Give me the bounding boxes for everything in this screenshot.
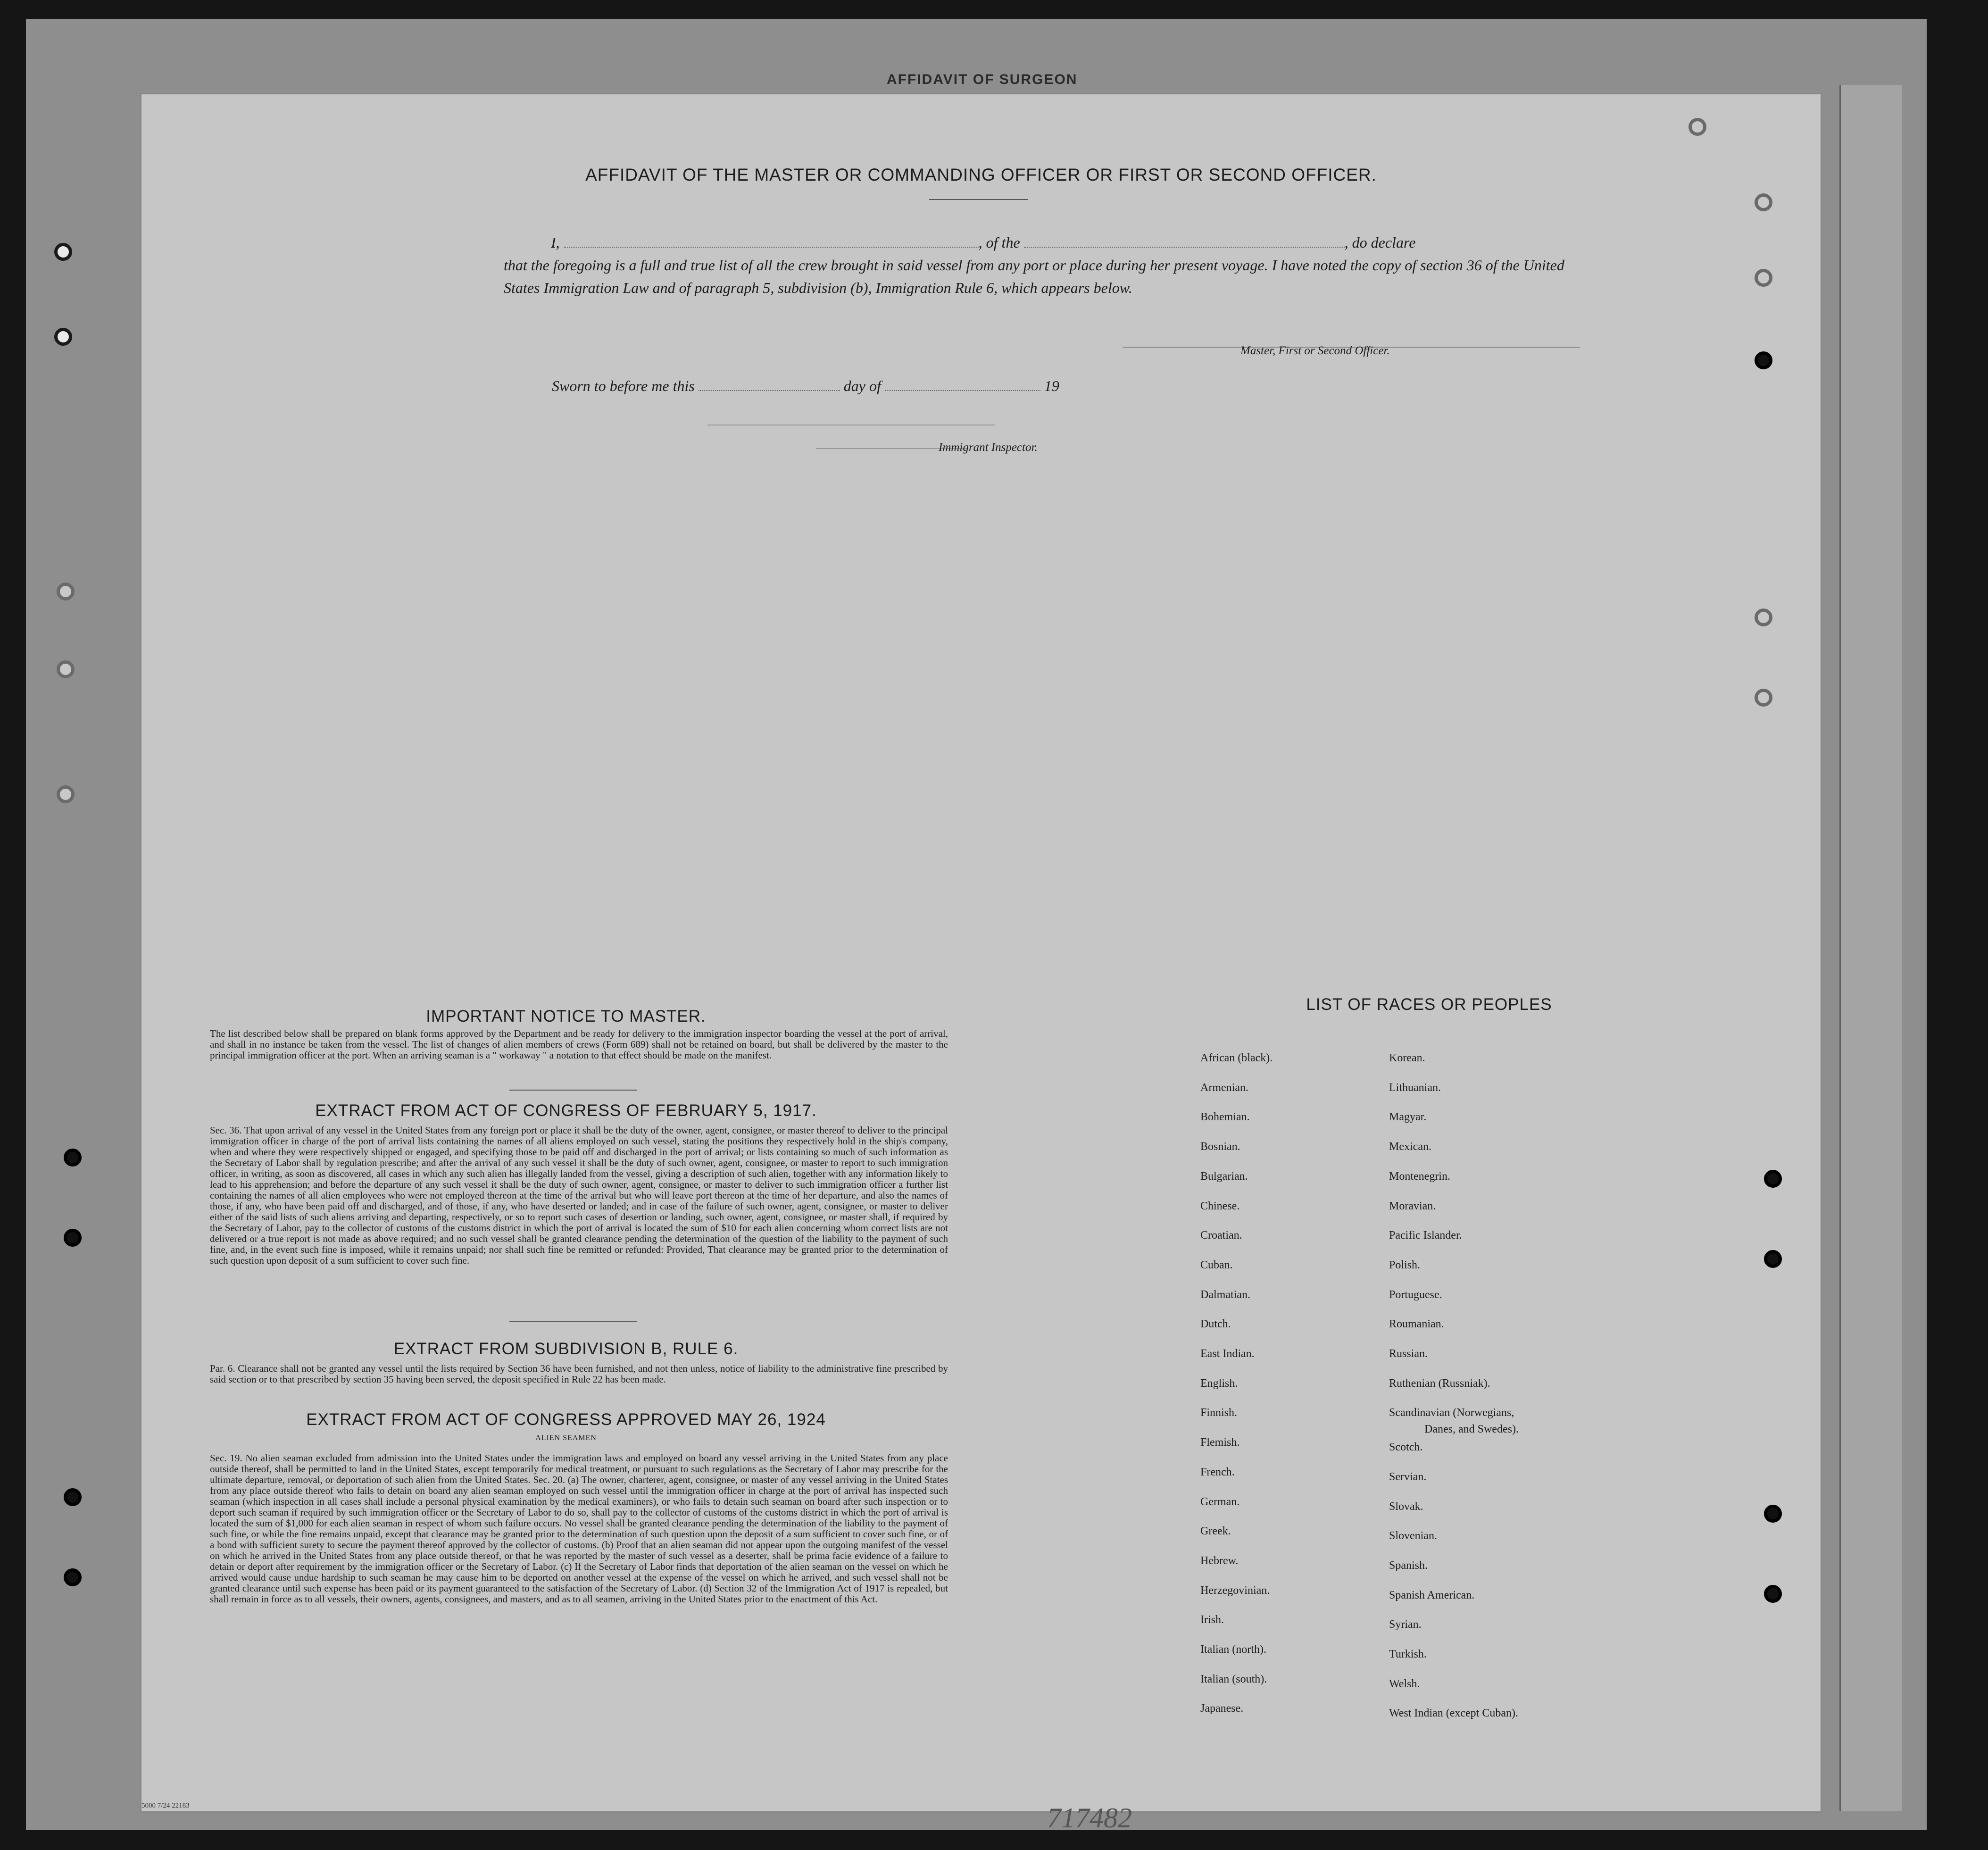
races-title: LIST OF RACES OR PEOPLES <box>1306 995 1552 1014</box>
race-item: Japanese. <box>1200 1702 1244 1715</box>
binder-hole <box>64 1149 82 1167</box>
race-item: Syrian. <box>1389 1618 1422 1631</box>
race-item: Polish. <box>1389 1259 1421 1271</box>
race-item: English. <box>1200 1377 1238 1390</box>
race-item: Russian. <box>1389 1348 1428 1360</box>
extract-rule6-text: Par. 6. Clearance shall not be granted any vessel until the lists required by Section 36 have been furnished, and not then unless, notice of liability to the administrative fine prescribed by said section or to that prescribed by section 35 having been served, the deposit specified in Rule 22 has been made. <box>210 1363 948 1385</box>
race-item: Chinese. <box>1200 1200 1240 1212</box>
affidavit-page <box>141 94 1821 1833</box>
race-item: Welsh. <box>1389 1678 1420 1690</box>
extract-1917-text: Sec. 36. That upon arrival of any vessel in the United States from any foreign port or place it shall be the duty of the owner, agent, consignee, or master thereof to deliver to the principal immigration officer in charge of the port of arrival lists containing the names of all aliens employed on such vessel, stating the positions they respectively hold in the ship's company, when and where they were respectively shipped or engaged, and specifying those to be paid off and discharged in the port of arrival; or lists containing so much of such information as the Secretary of Labor shall by regulation prescribe; and after the arrival of any such vessel it shall be the duty of such owner, agent, consignee, or master to report to such immigration officer, in writing, as soon as discovered, all cases in which any such alien has illegally landed from the vessel, giving a description of such alien, together with any information likely to lead to his apprehension; and before the departure of any such vessel it shall be the duty of such owner, agent, consignee, or master to deliver to such immigration officer a further list containing the names of all alien employees who were not employed thereon at the time of the arrival but who will leave port thereon at the time of her departure, and also the names of those, if any, who have been paid off and discharged, and of those, if any, who have deserted or landed; and in case of the failure of such owner, agent, consignee, or master to deliver either of the said lists of such aliens arriving and departing, respectively, or so to report such cases of desertion or landing, such owner, agent, consignee, or master shall, if required by the Secretary of Labor, pay to the collector of customs of the customs district in which the port of arrival is located the sum of $10 for each alien concerning whom correct lists are not delivered or a true report is not made as above required; and no such vessel shall be granted clearance pending the determination of the question of the liability to the payment of such fine, and, in the event such fine is imposed, while it remains unpaid; nor shall such fine be remitted or refunded: Provided, That clearance may be granted prior to the determination of such question upon deposit of a sum sufficient to cover such fine. <box>210 1125 948 1266</box>
extract-1924-text: Sec. 19. No alien seaman excluded from admission into the United States under the immigration laws and employed on board any vessel arriving in the United States from any place outside thereof, shall be permitted to land in the United States, except temporarily for medical treatment, or pursuant to such regulations as the Secretary of Labor may prescribe for the ultimate departure, removal, or deportation of such alien from the United States. Sec. 20. (a) The owner, charterer, agent, consignee, or master of any vessel arriving in the United States from any place outside thereof who fails to detain on board any alien seaman employed on such vessel until the immigration officer in charge at the port of arrival has inspected such seaman (which inspection in all cases shall include a personal physical examination by the medical examiners), or who fails to detain such seaman on board after such inspection or to deport such seaman if required by such immigration officer or the Secretary of Labor to do so, shall pay to the collector of customs of the customs district in which the port of arrival is located the sum of $1,000 for each alien seaman in respect of whom such failure occurs. No vessel shall be granted clearance pending the determination of the liability to the payment of such fine, or while the fine remains unpaid, except that clearance may be granted prior to the determination of such question upon the deposit of a sum sufficient to cover such fine, or of a bond with sufficient surety to secure the payment thereof approved by the collector of customs. (b) Proof that an alien seaman did not appear upon the outgoing manifest of the vessel on which he arrived in the United States from any place outside thereof, or that he was reported by the master of such vessel as a deserter, shall be prima facie evidence of a failure to detain or deport after requirement by the immigration officer or the Secretary of Labor. (c) If the Secretary of Labor finds that deportation of the alien seaman on the vessel on which he arrived would cause undue hardship to such seaman he may cause him to be deported on another vessel at the expense of the vessel on which he arrived, and such vessel shall not be granted clearance until such expense has been paid or its payment guaranteed to the satisfaction of the Secretary of Labor. (d) Section 32 of the Immigration Act of 1917 is repealed, but shall remain in force as to all vessels, their owners, agents, consignees, and masters, and as to all seamen, arriving in the United States prior to the enactment of this Act. <box>210 1452 948 1605</box>
vessel-name-field[interactable] <box>1024 236 1345 248</box>
binder-hole <box>1764 1170 1782 1188</box>
race-item: Scandinavian (Norwegians, <box>1389 1407 1514 1419</box>
race-item: Magyar. <box>1389 1111 1427 1123</box>
binder-hole <box>57 785 75 803</box>
sworn-label: Sworn to before me this <box>552 377 695 394</box>
binder-hole <box>1755 689 1772 707</box>
extract-1917-title: EXTRACT FROM ACT OF CONGRESS OF FEBRUARY 5, 1917. <box>315 1101 817 1120</box>
divider <box>509 1090 637 1091</box>
extract-rule6-title: EXTRACT FROM SUBDIVISION B, RULE 6. <box>393 1340 739 1358</box>
race-item: Mexican. <box>1389 1141 1431 1153</box>
race-item: Finnish. <box>1200 1407 1238 1419</box>
race-item: Spanish American. <box>1389 1589 1475 1601</box>
binder-hole <box>1755 351 1772 369</box>
binder-hole <box>57 583 75 600</box>
sworn-month-label: day of <box>843 377 881 394</box>
race-item: Danes, and Swedes). <box>1424 1423 1519 1435</box>
binder-hole <box>54 328 72 346</box>
race-item: Moravian. <box>1389 1200 1436 1212</box>
race-item: French. <box>1200 1466 1235 1478</box>
print-imprint: 5000 7/24 22183 <box>141 1802 190 1809</box>
race-item: West Indian (except Cuban). <box>1389 1707 1518 1719</box>
race-item: Slovenian. <box>1389 1530 1437 1542</box>
race-item: Bohemian. <box>1200 1111 1250 1123</box>
race-item: Bosnian. <box>1200 1141 1240 1153</box>
race-item: Montenegrin. <box>1389 1170 1450 1183</box>
underlying-sheet-edge <box>1839 85 1902 1811</box>
sworn-month-field[interactable] <box>885 380 1040 391</box>
divider <box>929 199 1028 200</box>
race-item: Ruthenian (Russniak). <box>1389 1377 1490 1390</box>
master-signature-label: Master, First or Second Officer. <box>1240 344 1390 357</box>
binder-hole <box>64 1568 82 1586</box>
underlying-header: AFFIDAVIT OF SURGEON <box>887 72 1078 87</box>
race-item: Hebrew. <box>1200 1555 1239 1567</box>
declarant-label: I, <box>551 234 560 251</box>
race-item: Servian. <box>1389 1471 1427 1483</box>
race-item: Croatian. <box>1200 1229 1242 1242</box>
race-item: Flemish. <box>1200 1436 1240 1449</box>
binder-hole <box>64 1229 82 1247</box>
binder-hole <box>1764 1250 1782 1268</box>
binder-hole <box>1764 1585 1782 1603</box>
race-item: Italian (south). <box>1200 1673 1267 1685</box>
race-item: Korean. <box>1389 1052 1425 1064</box>
race-item: Italian (north). <box>1200 1643 1266 1656</box>
binder-hole <box>1755 193 1772 211</box>
binder-hole <box>1755 269 1772 287</box>
binder-hole <box>54 243 72 261</box>
race-item: Cuban. <box>1200 1259 1233 1271</box>
race-item: Herzegovinian. <box>1200 1584 1270 1597</box>
race-item: Dutch. <box>1200 1318 1231 1330</box>
declare-label: , do declare <box>1344 234 1416 251</box>
race-item: Armenian. <box>1200 1082 1248 1094</box>
race-item: Turkish. <box>1389 1648 1427 1660</box>
race-item: Greek. <box>1200 1525 1231 1537</box>
binder-hole <box>1689 118 1706 136</box>
extract-1924-subtitle: ALIEN SEAMEN <box>535 1434 597 1442</box>
declaration-text: that the foregoing is a full and true list of all the crew brought in said vessel from any port or place during her present voyage. I have noted the copy of section 36 of the United States Immigration Law and of paragraph 5, subdivision (b), Immigration Rule 6, which appears below. <box>504 257 1564 296</box>
race-item: German. <box>1200 1496 1240 1508</box>
handwritten-number: 717482 <box>1047 1802 1132 1833</box>
race-item: Irish. <box>1200 1614 1224 1626</box>
notice-title: IMPORTANT NOTICE TO MASTER. <box>426 1007 706 1025</box>
inspector-label: Immigrant Inspector. <box>939 441 1038 454</box>
binder-hole <box>64 1488 82 1506</box>
divider <box>509 1321 637 1322</box>
vessel-label: , of the <box>978 234 1020 251</box>
affidavit-title: AFFIDAVIT OF THE MASTER OR COMMANDING OFFICER OR FIRST OR SECOND OFFICER. <box>585 165 1377 184</box>
race-item: Lithuanian. <box>1389 1082 1441 1094</box>
race-item: Portuguese. <box>1389 1289 1442 1301</box>
notice-text: The list described below shall be prepared on blank forms approved by the Department and be ready for delivery to the immigration inspector boarding the vessel at the port of arrival, and shall in no instance be taken from the vessel. The list of changes of alien members of crews (Form 689) shall not be retained on board, but shall be delivered by the master to the principal immigration officer at the port. When an arriving seaman is a " workaway " a notation to that effect should be made on the manifest. <box>210 1028 948 1061</box>
race-item: Spanish. <box>1389 1559 1428 1572</box>
race-item: Bulgarian. <box>1200 1170 1248 1183</box>
declarant-name-field[interactable] <box>564 236 979 248</box>
sworn-year-label: 19 <box>1044 377 1059 394</box>
sworn-day-field[interactable] <box>699 380 840 391</box>
race-item: Pacific Islander. <box>1389 1229 1462 1242</box>
binder-hole <box>57 660 75 678</box>
extract-1924-title: EXTRACT FROM ACT OF CONGRESS APPROVED MAY 26, 1924 <box>306 1410 826 1429</box>
race-item: Scotch. <box>1389 1441 1423 1453</box>
race-item: East Indian. <box>1200 1348 1255 1360</box>
race-item: Dalmatian. <box>1200 1289 1250 1301</box>
race-item: African (black). <box>1200 1052 1273 1064</box>
race-item: Roumanian. <box>1389 1318 1444 1330</box>
race-item: Slovak. <box>1389 1500 1423 1513</box>
binder-hole <box>1755 608 1772 626</box>
affidavit-body <box>504 231 1603 299</box>
sworn-line <box>552 377 1059 395</box>
binder-hole <box>1764 1505 1782 1523</box>
declaration-line <box>504 231 1603 254</box>
